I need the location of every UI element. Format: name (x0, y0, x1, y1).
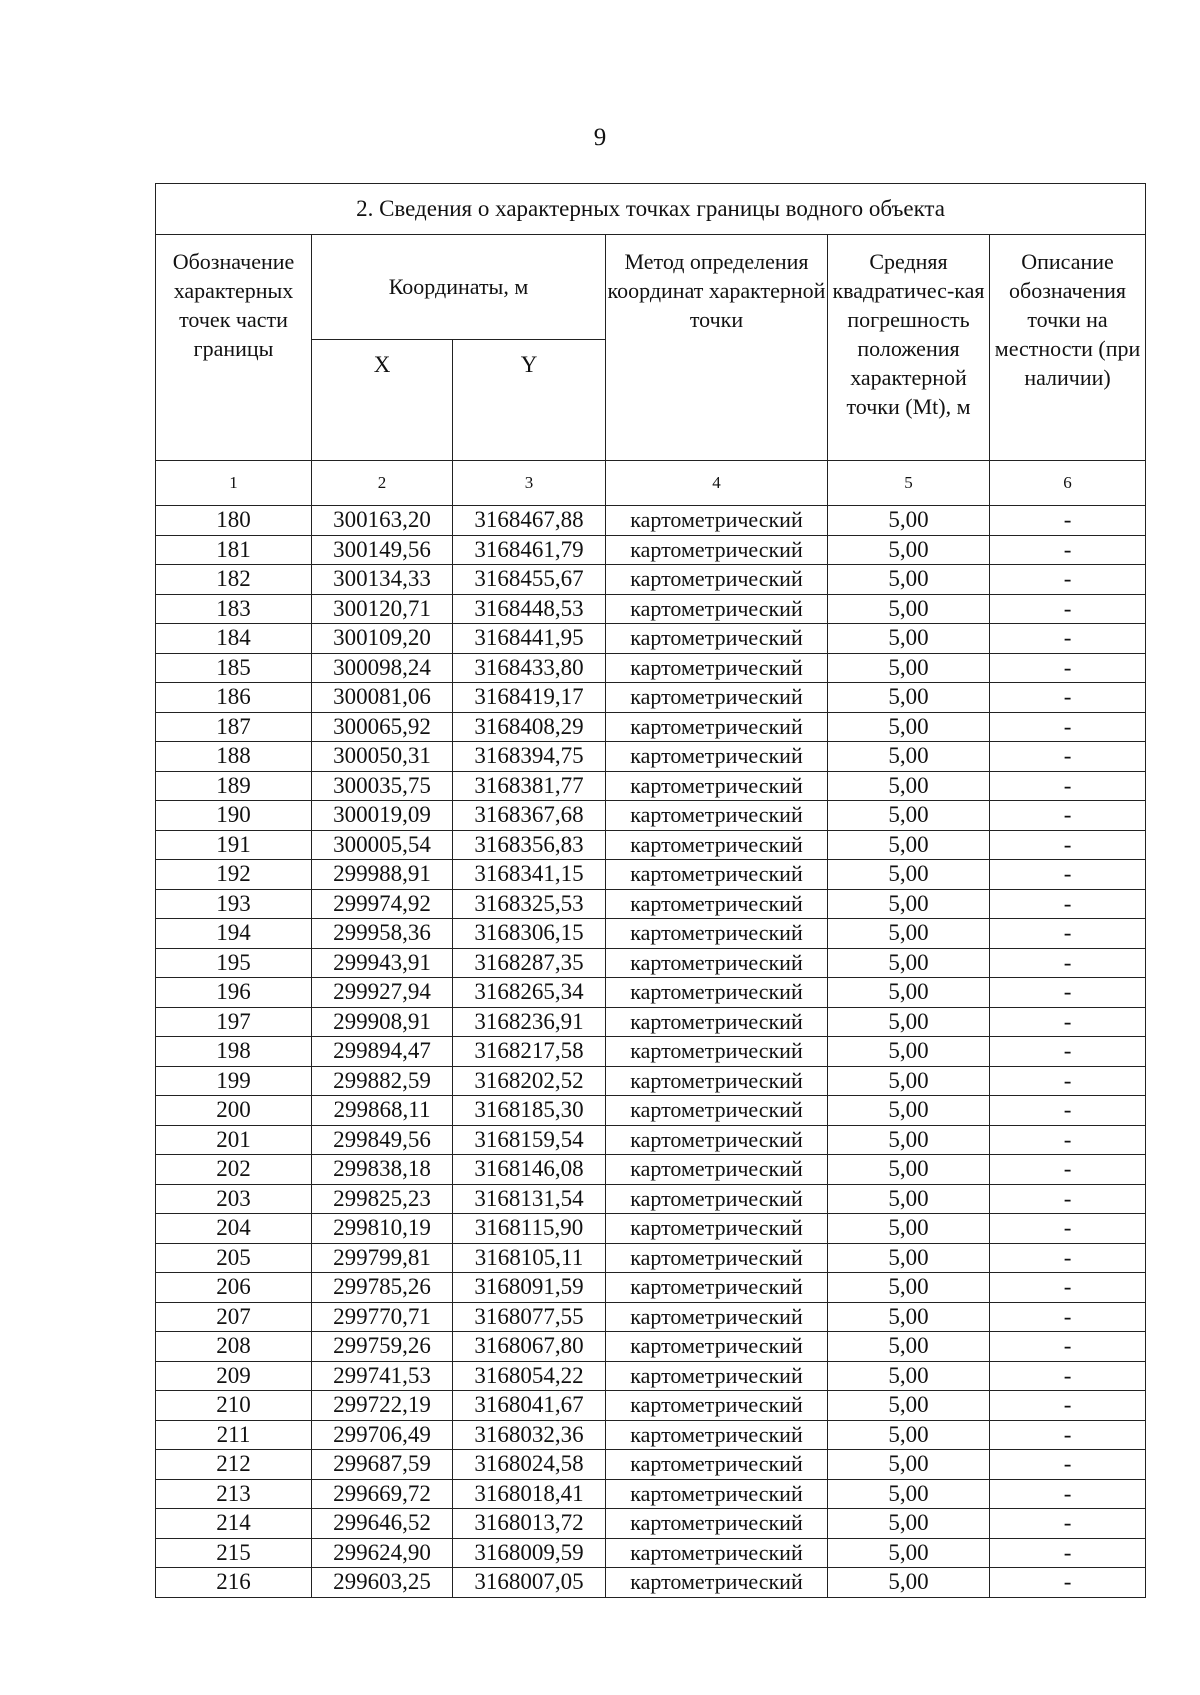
header-description: Описание обозначения точки на местности (при наличии) (990, 235, 1146, 461)
error-cell: 5,00 (828, 594, 990, 624)
method-cell: картометрический (606, 860, 828, 890)
description-cell: - (990, 1479, 1146, 1509)
error-cell: 5,00 (828, 830, 990, 860)
column-number: 1 (156, 461, 312, 506)
x-coordinate-cell: 299624,90 (312, 1538, 453, 1568)
error-cell: 5,00 (828, 1420, 990, 1450)
error-cell: 5,00 (828, 919, 990, 949)
table-row (156, 1243, 1146, 1273)
x-coordinate-cell: 299770,71 (312, 1302, 453, 1332)
x-coordinate-cell: 299687,59 (312, 1450, 453, 1480)
point-id-cell: 204 (156, 1214, 312, 1244)
x-coordinate-cell: 299646,52 (312, 1509, 453, 1539)
x-coordinate-cell: 299825,23 (312, 1184, 453, 1214)
table-row (156, 506, 1146, 536)
header-error: Средняя квадратичес-кая погрешность положения характерной точки (Mt), м (828, 235, 990, 461)
column-number: 6 (990, 461, 1146, 506)
point-id-cell: 214 (156, 1509, 312, 1539)
x-coordinate-cell: 299894,47 (312, 1037, 453, 1067)
y-coordinate-cell: 3168408,29 (453, 712, 606, 742)
page-number: 9 (593, 124, 607, 151)
method-cell: картометрический (606, 1302, 828, 1332)
table-row (156, 683, 1146, 713)
method-cell: картометрический (606, 1125, 828, 1155)
column-number: 4 (606, 461, 828, 506)
y-coordinate-cell: 3168159,54 (453, 1125, 606, 1155)
point-id-cell: 184 (156, 624, 312, 654)
table-row (156, 1125, 1146, 1155)
method-cell: картометрический (606, 742, 828, 772)
y-coordinate-cell: 3168341,15 (453, 860, 606, 890)
method-cell: картометрический (606, 1538, 828, 1568)
x-coordinate-cell: 300098,24 (312, 653, 453, 683)
point-id-cell: 194 (156, 919, 312, 949)
description-cell: - (990, 506, 1146, 536)
method-cell: картометрический (606, 1479, 828, 1509)
description-cell: - (990, 1302, 1146, 1332)
y-coordinate-cell: 3168146,08 (453, 1155, 606, 1185)
table-row (156, 712, 1146, 742)
error-cell: 5,00 (828, 801, 990, 831)
method-cell: картометрический (606, 801, 828, 831)
x-coordinate-cell: 299958,36 (312, 919, 453, 949)
point-id-cell: 181 (156, 535, 312, 565)
point-id-cell: 211 (156, 1420, 312, 1450)
error-cell: 5,00 (828, 1538, 990, 1568)
table-row (156, 1037, 1146, 1067)
table-body (156, 184, 1146, 1598)
method-cell: картометрический (606, 712, 828, 742)
column-number-row (156, 461, 1146, 506)
x-coordinate-cell: 299849,56 (312, 1125, 453, 1155)
error-cell: 5,00 (828, 771, 990, 801)
description-cell: - (990, 1391, 1146, 1421)
description-cell: - (990, 978, 1146, 1008)
y-coordinate-cell: 3168041,67 (453, 1391, 606, 1421)
description-cell: - (990, 1096, 1146, 1126)
error-cell: 5,00 (828, 1096, 990, 1126)
description-cell: - (990, 801, 1146, 831)
error-cell: 5,00 (828, 1302, 990, 1332)
method-cell: картометрический (606, 1273, 828, 1303)
x-coordinate-cell: 299603,25 (312, 1568, 453, 1598)
description-cell: - (990, 594, 1146, 624)
point-id-cell: 210 (156, 1391, 312, 1421)
method-cell: картометрический (606, 889, 828, 919)
x-coordinate-cell: 299785,26 (312, 1273, 453, 1303)
x-coordinate-cell: 299741,53 (312, 1361, 453, 1391)
point-id-cell: 213 (156, 1479, 312, 1509)
description-cell: - (990, 1273, 1146, 1303)
error-cell: 5,00 (828, 1184, 990, 1214)
error-cell: 5,00 (828, 1509, 990, 1539)
method-cell: картометрический (606, 1243, 828, 1273)
x-coordinate-cell: 299927,94 (312, 978, 453, 1008)
x-coordinate-cell: 300081,06 (312, 683, 453, 713)
error-cell: 5,00 (828, 1214, 990, 1244)
point-id-cell: 198 (156, 1037, 312, 1067)
error-cell: 5,00 (828, 506, 990, 536)
point-id-cell: 209 (156, 1361, 312, 1391)
table-row (156, 1007, 1146, 1037)
method-cell: картометрический (606, 919, 828, 949)
description-cell: - (990, 1184, 1146, 1214)
table-row (156, 1302, 1146, 1332)
description-cell: - (990, 1214, 1146, 1244)
description-cell: - (990, 653, 1146, 683)
description-cell: - (990, 1450, 1146, 1480)
point-id-cell: 196 (156, 978, 312, 1008)
y-coordinate-cell: 3168236,91 (453, 1007, 606, 1037)
x-coordinate-cell: 299706,49 (312, 1420, 453, 1450)
table-row (156, 1509, 1146, 1539)
description-cell: - (990, 1066, 1146, 1096)
description-cell: - (990, 1243, 1146, 1273)
method-cell: картометрический (606, 535, 828, 565)
y-coordinate-cell: 3168007,05 (453, 1568, 606, 1598)
point-id-cell: 186 (156, 683, 312, 713)
error-cell: 5,00 (828, 535, 990, 565)
point-id-cell: 201 (156, 1125, 312, 1155)
x-coordinate-cell: 300149,56 (312, 535, 453, 565)
table-row (156, 1184, 1146, 1214)
x-coordinate-cell: 299908,91 (312, 1007, 453, 1037)
point-id-cell: 195 (156, 948, 312, 978)
x-coordinate-cell: 299669,72 (312, 1479, 453, 1509)
error-cell: 5,00 (828, 1450, 990, 1480)
error-cell: 5,00 (828, 1273, 990, 1303)
description-cell: - (990, 1538, 1146, 1568)
column-number: 3 (453, 461, 606, 506)
method-cell: картометрический (606, 1184, 828, 1214)
description-cell: - (990, 1155, 1146, 1185)
y-coordinate-cell: 3168265,34 (453, 978, 606, 1008)
method-cell: картометрический (606, 1332, 828, 1362)
error-cell: 5,00 (828, 1332, 990, 1362)
y-coordinate-cell: 3168367,68 (453, 801, 606, 831)
description-cell: - (990, 830, 1146, 860)
table-row (156, 1479, 1146, 1509)
table-row (156, 889, 1146, 919)
header-x: X (312, 340, 453, 461)
description-cell: - (990, 771, 1146, 801)
method-cell: картометрический (606, 1096, 828, 1126)
table-row (156, 1538, 1146, 1568)
table-row (156, 624, 1146, 654)
method-cell: картометрический (606, 565, 828, 595)
y-coordinate-cell: 3168287,35 (453, 948, 606, 978)
y-coordinate-cell: 3168091,59 (453, 1273, 606, 1303)
method-cell: картометрический (606, 1007, 828, 1037)
y-coordinate-cell: 3168394,75 (453, 742, 606, 772)
header-coordinates: Координаты, м (312, 235, 606, 340)
y-coordinate-cell: 3168202,52 (453, 1066, 606, 1096)
method-cell: картометрический (606, 1066, 828, 1096)
table-row (156, 535, 1146, 565)
description-cell: - (990, 1125, 1146, 1155)
description-cell: - (990, 889, 1146, 919)
point-id-cell: 187 (156, 712, 312, 742)
description-cell: - (990, 1007, 1146, 1037)
description-cell: - (990, 919, 1146, 949)
table-row (156, 1420, 1146, 1450)
y-coordinate-cell: 3168018,41 (453, 1479, 606, 1509)
x-coordinate-cell: 300065,92 (312, 712, 453, 742)
error-cell: 5,00 (828, 683, 990, 713)
method-cell: картометрический (606, 1568, 828, 1598)
table-row (156, 1391, 1146, 1421)
y-coordinate-cell: 3168013,72 (453, 1509, 606, 1539)
x-coordinate-cell: 299838,18 (312, 1155, 453, 1185)
x-coordinate-cell: 299759,26 (312, 1332, 453, 1362)
y-coordinate-cell: 3168024,58 (453, 1450, 606, 1480)
method-cell: картометрический (606, 771, 828, 801)
point-id-cell: 200 (156, 1096, 312, 1126)
description-cell: - (990, 1568, 1146, 1598)
error-cell: 5,00 (828, 1066, 990, 1096)
table-row (156, 919, 1146, 949)
method-cell: картометрический (606, 1391, 828, 1421)
point-id-cell: 216 (156, 1568, 312, 1598)
y-coordinate-cell: 3168325,53 (453, 889, 606, 919)
x-coordinate-cell: 299722,19 (312, 1391, 453, 1421)
error-cell: 5,00 (828, 1479, 990, 1509)
y-coordinate-cell: 3168306,15 (453, 919, 606, 949)
header-y: Y (453, 340, 606, 461)
y-coordinate-cell: 3168467,88 (453, 506, 606, 536)
y-coordinate-cell: 3168455,67 (453, 565, 606, 595)
description-cell: - (990, 1509, 1146, 1539)
description-cell: - (990, 683, 1146, 713)
method-cell: картометрический (606, 624, 828, 654)
table-row (156, 594, 1146, 624)
x-coordinate-cell: 299868,11 (312, 1096, 453, 1126)
table-row (156, 1096, 1146, 1126)
y-coordinate-cell: 3168131,54 (453, 1184, 606, 1214)
x-coordinate-cell: 300163,20 (312, 506, 453, 536)
point-id-cell: 189 (156, 771, 312, 801)
method-cell: картометрический (606, 1037, 828, 1067)
y-coordinate-cell: 3168381,77 (453, 771, 606, 801)
error-cell: 5,00 (828, 565, 990, 595)
method-cell: картометрический (606, 1450, 828, 1480)
error-cell: 5,00 (828, 742, 990, 772)
y-coordinate-cell: 3168433,80 (453, 653, 606, 683)
table-row (156, 1568, 1146, 1598)
y-coordinate-cell: 3168115,90 (453, 1214, 606, 1244)
method-cell: картометрический (606, 948, 828, 978)
point-id-cell: 190 (156, 801, 312, 831)
x-coordinate-cell: 299799,81 (312, 1243, 453, 1273)
error-cell: 5,00 (828, 948, 990, 978)
point-id-cell: 206 (156, 1273, 312, 1303)
point-id-cell: 202 (156, 1155, 312, 1185)
point-id-cell: 199 (156, 1066, 312, 1096)
point-id-cell: 197 (156, 1007, 312, 1037)
point-id-cell: 212 (156, 1450, 312, 1480)
error-cell: 5,00 (828, 889, 990, 919)
description-cell: - (990, 860, 1146, 890)
point-id-cell: 183 (156, 594, 312, 624)
x-coordinate-cell: 300120,71 (312, 594, 453, 624)
table-row (156, 1066, 1146, 1096)
x-coordinate-cell: 299882,59 (312, 1066, 453, 1096)
y-coordinate-cell: 3168356,83 (453, 830, 606, 860)
boundary-points-table (155, 183, 1146, 1598)
method-cell: картометрический (606, 1509, 828, 1539)
point-id-cell: 205 (156, 1243, 312, 1273)
error-cell: 5,00 (828, 1361, 990, 1391)
table-row (156, 830, 1146, 860)
point-id-cell: 192 (156, 860, 312, 890)
y-coordinate-cell: 3168461,79 (453, 535, 606, 565)
method-cell: картометрический (606, 1361, 828, 1391)
y-coordinate-cell: 3168009,59 (453, 1538, 606, 1568)
method-cell: картометрический (606, 1420, 828, 1450)
error-cell: 5,00 (828, 1007, 990, 1037)
description-cell: - (990, 948, 1146, 978)
description-cell: - (990, 1361, 1146, 1391)
point-id-cell: 208 (156, 1332, 312, 1362)
method-cell: картометрический (606, 1214, 828, 1244)
description-cell: - (990, 742, 1146, 772)
error-cell: 5,00 (828, 1037, 990, 1067)
description-cell: - (990, 1420, 1146, 1450)
table-row (156, 653, 1146, 683)
table-row (156, 1361, 1146, 1391)
point-id-cell: 193 (156, 889, 312, 919)
point-id-cell: 185 (156, 653, 312, 683)
description-cell: - (990, 624, 1146, 654)
point-id-cell: 215 (156, 1538, 312, 1568)
point-id-cell: 207 (156, 1302, 312, 1332)
error-cell: 5,00 (828, 1125, 990, 1155)
description-cell: - (990, 1332, 1146, 1362)
x-coordinate-cell: 299988,91 (312, 860, 453, 890)
point-id-cell: 203 (156, 1184, 312, 1214)
description-cell: - (990, 565, 1146, 595)
method-cell: картометрический (606, 653, 828, 683)
table-row (156, 1450, 1146, 1480)
x-coordinate-cell: 300019,09 (312, 801, 453, 831)
y-coordinate-cell: 3168448,53 (453, 594, 606, 624)
error-cell: 5,00 (828, 624, 990, 654)
description-cell: - (990, 535, 1146, 565)
method-cell: картометрический (606, 506, 828, 536)
y-coordinate-cell: 3168441,95 (453, 624, 606, 654)
method-cell: картометрический (606, 1155, 828, 1185)
error-cell: 5,00 (828, 712, 990, 742)
error-cell: 5,00 (828, 653, 990, 683)
table-row (156, 860, 1146, 890)
table-row (156, 1155, 1146, 1185)
y-coordinate-cell: 3168067,80 (453, 1332, 606, 1362)
method-cell: картометрический (606, 978, 828, 1008)
y-coordinate-cell: 3168105,11 (453, 1243, 606, 1273)
error-cell: 5,00 (828, 1568, 990, 1598)
description-cell: - (990, 712, 1146, 742)
point-id-cell: 188 (156, 742, 312, 772)
point-id-cell: 182 (156, 565, 312, 595)
table-row (156, 771, 1146, 801)
point-id-cell: 191 (156, 830, 312, 860)
y-coordinate-cell: 3168054,22 (453, 1361, 606, 1391)
method-cell: картометрический (606, 683, 828, 713)
y-coordinate-cell: 3168185,30 (453, 1096, 606, 1126)
x-coordinate-cell: 299943,91 (312, 948, 453, 978)
method-cell: картометрический (606, 830, 828, 860)
x-coordinate-cell: 300134,33 (312, 565, 453, 595)
error-cell: 5,00 (828, 1155, 990, 1185)
header-designation: Обозначение характерных точек части границы (156, 235, 312, 461)
table-row (156, 565, 1146, 595)
table-row (156, 801, 1146, 831)
table-row (156, 1332, 1146, 1362)
description-cell: - (990, 1037, 1146, 1067)
table-row (156, 1273, 1146, 1303)
column-number: 5 (828, 461, 990, 506)
table-row (156, 742, 1146, 772)
table-row (156, 1214, 1146, 1244)
table-title: 2. Сведения о характерных точках границы водного объекта (156, 184, 1146, 235)
table-row (156, 948, 1146, 978)
x-coordinate-cell: 300050,31 (312, 742, 453, 772)
error-cell: 5,00 (828, 978, 990, 1008)
y-coordinate-cell: 3168077,55 (453, 1302, 606, 1332)
point-id-cell: 180 (156, 506, 312, 536)
x-coordinate-cell: 299810,19 (312, 1214, 453, 1244)
y-coordinate-cell: 3168032,36 (453, 1420, 606, 1450)
error-cell: 5,00 (828, 1243, 990, 1273)
y-coordinate-cell: 3168419,17 (453, 683, 606, 713)
header-method: Метод определения координат характерной точки (606, 235, 828, 461)
x-coordinate-cell: 299974,92 (312, 889, 453, 919)
x-coordinate-cell: 300035,75 (312, 771, 453, 801)
y-coordinate-cell: 3168217,58 (453, 1037, 606, 1067)
x-coordinate-cell: 300005,54 (312, 830, 453, 860)
x-coordinate-cell: 300109,20 (312, 624, 453, 654)
header-row-1 (156, 235, 1146, 340)
method-cell: картометрический (606, 594, 828, 624)
error-cell: 5,00 (828, 1391, 990, 1421)
table-row (156, 978, 1146, 1008)
error-cell: 5,00 (828, 860, 990, 890)
column-number: 2 (312, 461, 453, 506)
title-row (156, 184, 1146, 235)
